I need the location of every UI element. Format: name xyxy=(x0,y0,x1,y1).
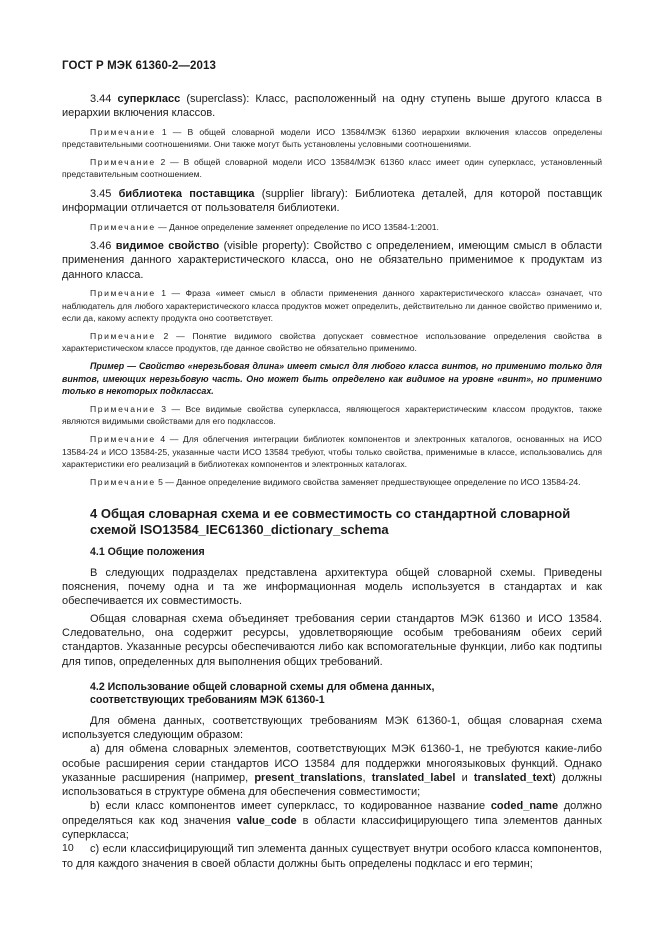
note xyxy=(62,221,602,234)
definition-3-45 xyxy=(62,187,602,216)
note-text: 4 — Для облегчения интеграции библиотек компонентов и электронных каталогов, основанных на ИСО 13584-24 и ИСО 13584-25, указанные части ИСО 13584 требуют, чтобы только свойства, применимые в классе, использовались для характеристики его реализаций в библиотеках компонентов и электронных каталогах. xyxy=(62,433,602,470)
note-text: 3 — Все видимые свойства суперкласса, являющегося характеристическим классом продуктов, также являются видимыми свойствами для его подклассов. xyxy=(62,403,602,427)
note-label: Примечание xyxy=(90,288,156,299)
text: , xyxy=(362,771,372,784)
heading-line: соответствующих требованиям МЭК 61360-1 xyxy=(90,694,325,707)
note xyxy=(62,126,602,151)
note xyxy=(62,156,602,181)
note-text: — Данное определение заменяет определение по ИСО 13584-1:2001. xyxy=(155,221,439,232)
note-text: 2 — В общей словарной модели ИСО 13584/МЭК 61360 класс имеет один суперкласс, установленный представительным соотношением. xyxy=(62,156,602,180)
clause-number: 3.44 xyxy=(90,93,118,105)
identifier: translated_text xyxy=(473,771,553,784)
subsection-4-1-heading: 4.1 Общие положения xyxy=(90,546,205,559)
section-4-heading: 4 Общая словарная схема и ее совместимость со стандартной словарной схемой ISO13584_IEC61360_dictionary_schema xyxy=(90,506,571,538)
document-header: ГОСТ Р МЭК 61360-2—2013 xyxy=(62,60,216,72)
text: в области классифицирующего типа элементов данных суперкласса; xyxy=(62,814,602,842)
definition-text: (visible property): Свойство с определением, имеющим смысл в области применения данного характеристического класса, оно не обязательно применимое к продуктам из данного класса. xyxy=(62,240,602,281)
page-content xyxy=(62,92,602,871)
text: и xyxy=(455,771,474,784)
note-label: Примечание xyxy=(90,221,156,232)
term: суперкласс xyxy=(117,93,181,105)
note-label: Примечание xyxy=(90,433,156,444)
text: должно определяться как код значения xyxy=(62,800,602,827)
definition-3-44 xyxy=(62,92,602,121)
clause-number: 3.45 xyxy=(90,187,119,200)
identifier: coded_name xyxy=(490,800,559,813)
note-label: Примечание xyxy=(90,403,156,414)
heading-line: 4.2 Использование общей словарной схемы для обмена данных, xyxy=(90,680,435,693)
list-item-b xyxy=(62,799,602,842)
paragraph: Для обмена данных, соответствующих требованиям МЭК 61360-1, общая словарная схема используется следующим образом: xyxy=(62,714,602,741)
paragraph: В следующих подразделах представлена архитектура общей словарной схемы. Приведены пояснения, почему одна и та же информационная модель используется в стандартах и как обеспечивается их совместимость. xyxy=(62,566,602,608)
note xyxy=(62,476,602,489)
list-item-c: c) если классифицирующий тип элемента данных существует внутри особого класса компонентов, то для каждого значения в своей области должны быть определены подкласс и его термин; xyxy=(62,843,602,870)
note-label: Примечание xyxy=(90,476,156,487)
note-text: 1 — Фраза «имеет смысл в области применения данного характеристического класса» означает, что наблюдатель для любого характеристического класса продуктов может определить, действительно ли данное свойство применимо и, если да, какому аспекту продукта оно соответствует. xyxy=(62,288,602,324)
definition-3-46 xyxy=(62,239,602,282)
definition-text: (supplier library): Библиотека деталей, для которой поставщик информации отличается от пользователя библиотеки. xyxy=(62,187,602,215)
note xyxy=(62,287,602,325)
definition-text: (superclass): Класс, расположенный на одну ступень выше другого класса в иерархии включения классов. xyxy=(62,93,602,120)
identifier: value_code xyxy=(236,814,297,827)
note-label: Примечание xyxy=(90,156,156,167)
note-label: Примечание xyxy=(90,126,156,137)
subsection-4-2-heading xyxy=(62,681,602,708)
text: b) если класс компонентов имеет суперкласс, то кодированное название xyxy=(90,800,491,813)
paragraph: Общая словарная схема объединяет требования серии стандартов МЭК 61360 и ИСО 13584. Следовательно, она содержит ресурсы, удовлетворяющие особым требованиям обеих серий стандартов. Указанные ресурсы обеспечиваются либо как вспомогательные функции, либо как подтипы для типов, определенных для выполнения общих требований. xyxy=(62,612,602,668)
text: ) должны использоваться в структуре обмена для обеспечения совместимости; xyxy=(62,771,602,799)
identifier: present_translations xyxy=(254,771,363,784)
text: а) для обмена словарных элементов, соответствующих МЭК 61360-1, не требуются какие-либо особые расширения серии стандартов ИСО 13584 для поддержки многоязыковых функций. Однако указанные расширения (например, xyxy=(62,743,602,784)
note xyxy=(62,403,602,428)
note-text: 5 — Данное определение видимого свойства заменяет предшествующее определение по ИСО 13584-24. xyxy=(155,476,581,487)
note-text: 2 — Понятие видимого свойства допускает совместное использование определения свойства в характеристическом классе продуктов, где данное свойство не обязательно применимо. xyxy=(62,330,602,354)
note xyxy=(62,433,602,471)
term: библиотека поставщика xyxy=(118,187,255,200)
page-number: 10 xyxy=(62,842,74,854)
list-item-a xyxy=(62,742,602,799)
note-text: 1 — В общей словарной модели ИСО 13584/МЭК 61360 иерархии включения классов определены представительными соотношениями. Они также могут быть установлены условными соотношениями. xyxy=(62,126,602,150)
identifier: translated_label xyxy=(371,771,456,784)
note xyxy=(62,330,602,355)
term: видимое свойство xyxy=(115,240,220,253)
clause-number: 3.46 xyxy=(90,240,116,253)
example: Пример — Свойство «нерезьбовая длина» имеет смысл для любого класса винтов, но применимо только для винтов, имеющих нерезьбовую часть. Оно может быть определено как видимое на уровне «винт», но применимо только в некоторых подклассах. xyxy=(62,361,602,397)
note-label: Примечание xyxy=(90,330,156,341)
